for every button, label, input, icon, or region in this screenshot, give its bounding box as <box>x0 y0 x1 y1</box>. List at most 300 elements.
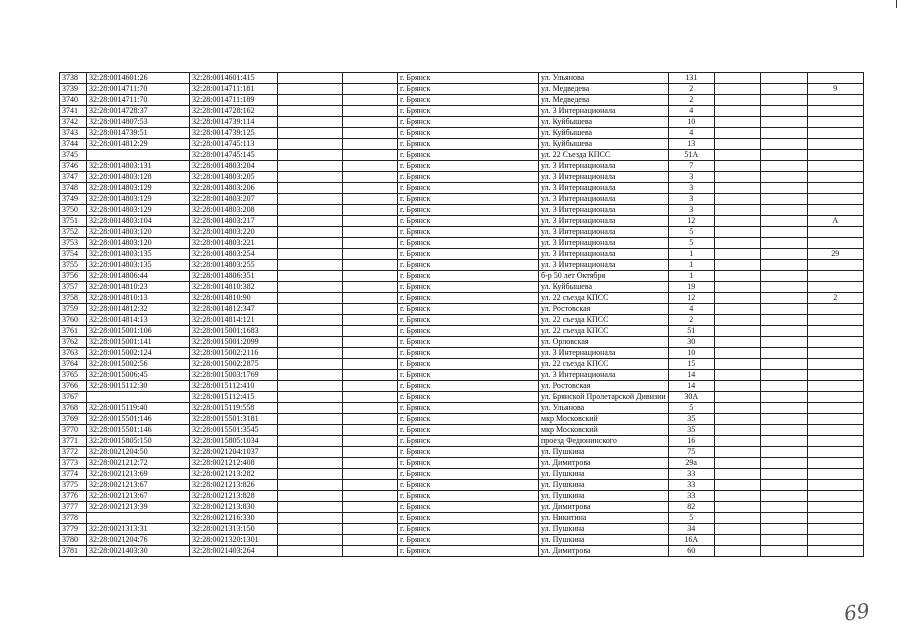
cadastral-number: 32:28:0014803:217 <box>190 216 278 227</box>
row-number: 3743 <box>60 128 87 139</box>
street: ул. 3 Интернационала <box>539 260 669 271</box>
cadastral-number: 32:28:0014745:145 <box>190 150 278 161</box>
row-number: 3757 <box>60 282 87 293</box>
cadastral-number: 32:28:0014803:207 <box>190 194 278 205</box>
empty-cell <box>714 172 760 183</box>
empty-cell <box>278 348 343 359</box>
house-number: 10 <box>668 117 714 128</box>
old-cadastral-number: 32:28:0021313:31 <box>87 524 190 535</box>
house-number: 14 <box>668 370 714 381</box>
empty-cell <box>343 260 398 271</box>
extra-number <box>807 491 863 502</box>
extra-number <box>807 513 863 524</box>
empty-cell <box>278 359 343 370</box>
street: ул. Куйбышева <box>539 282 669 293</box>
city: г. Брянск <box>398 271 539 282</box>
cadastral-number: 32:28:0014810:90 <box>190 293 278 304</box>
empty-cell <box>343 414 398 425</box>
row-number: 3756 <box>60 271 87 282</box>
empty-cell <box>714 216 760 227</box>
empty-cell <box>343 238 398 249</box>
old-cadastral-number: 32:28:0015501:146 <box>87 414 190 425</box>
house-number: 34 <box>668 524 714 535</box>
row-number: 3741 <box>60 106 87 117</box>
empty-cell <box>278 293 343 304</box>
old-cadastral-number: 32:28:0021213:39 <box>87 502 190 513</box>
row-number: 3773 <box>60 458 87 469</box>
cadastral-number: 32:28:0014803:205 <box>190 172 278 183</box>
street: ул. Куйбышева <box>539 139 669 150</box>
empty-cell <box>278 183 343 194</box>
cadastral-number: 32:28:0021213:826 <box>190 480 278 491</box>
city: г. Брянск <box>398 128 539 139</box>
empty-cell <box>343 249 398 260</box>
house-number: 29а <box>668 458 714 469</box>
street: ул. Никитина <box>539 513 669 524</box>
old-cadastral-number: 32:28:0021212:72 <box>87 458 190 469</box>
city: г. Брянск <box>398 436 539 447</box>
empty-cell <box>278 524 343 535</box>
cadastral-number: 32:28:0014803:204 <box>190 161 278 172</box>
empty-cell <box>760 315 807 326</box>
extra-number <box>807 403 863 414</box>
cadastral-number: 32:28:0015501:3181 <box>190 414 278 425</box>
empty-cell <box>714 458 760 469</box>
empty-cell <box>714 95 760 106</box>
city: г. Брянск <box>398 150 539 161</box>
empty-cell <box>278 205 343 216</box>
empty-cell <box>760 260 807 271</box>
extra-number <box>807 304 863 315</box>
row-number: 3755 <box>60 260 87 271</box>
row-number: 3750 <box>60 205 87 216</box>
city: г. Брянск <box>398 502 539 513</box>
row-number: 3742 <box>60 117 87 128</box>
house-number: 12 <box>668 216 714 227</box>
cadastral-number: 32:28:0014814:121 <box>190 315 278 326</box>
extra-number <box>807 535 863 546</box>
old-cadastral-number: 32:28:0014806:44 <box>87 271 190 282</box>
extra-number <box>807 128 863 139</box>
empty-cell <box>278 172 343 183</box>
empty-cell <box>278 73 343 84</box>
house-number: 5 <box>668 227 714 238</box>
empty-cell <box>760 524 807 535</box>
extra-number <box>807 161 863 172</box>
city: г. Брянск <box>398 216 539 227</box>
house-number: 33 <box>668 480 714 491</box>
street: ул. 3 Интернационала <box>539 183 669 194</box>
empty-cell <box>714 513 760 524</box>
row-number: 3771 <box>60 436 87 447</box>
street: ул. Ростовская <box>539 381 669 392</box>
old-cadastral-number: 32:28:0021204:76 <box>87 535 190 546</box>
cadastral-number: 32:28:0015501:3545 <box>190 425 278 436</box>
cadastral-number: 32:28:0014711:189 <box>190 95 278 106</box>
empty-cell <box>760 172 807 183</box>
old-cadastral-number: 32:28:0015112:30 <box>87 381 190 392</box>
city: г. Брянск <box>398 161 539 172</box>
extra-number <box>807 392 863 403</box>
extra-number <box>807 359 863 370</box>
empty-cell <box>760 84 807 95</box>
empty-cell <box>343 491 398 502</box>
cadastral-number: 32:28:0015112:410 <box>190 381 278 392</box>
city: г. Брянск <box>398 106 539 117</box>
empty-cell <box>714 524 760 535</box>
empty-cell <box>714 205 760 216</box>
empty-cell <box>714 73 760 84</box>
city: г. Брянск <box>398 95 539 106</box>
street: ул. Медведева <box>539 95 669 106</box>
extra-number <box>807 282 863 293</box>
table-row <box>60 282 864 293</box>
row-number: 3758 <box>60 293 87 304</box>
house-number: 35 <box>668 414 714 425</box>
old-cadastral-number: 32:28:0015805:150 <box>87 436 190 447</box>
street: б-р 50 лет Октября <box>539 271 669 282</box>
cadastral-number: 32:28:0021213:830 <box>190 502 278 513</box>
empty-cell <box>760 106 807 117</box>
empty-cell <box>343 128 398 139</box>
extra-number <box>807 469 863 480</box>
old-cadastral-number: 32:28:0014711:70 <box>87 84 190 95</box>
empty-cell <box>760 216 807 227</box>
city: г. Брянск <box>398 447 539 458</box>
empty-cell <box>760 348 807 359</box>
scan-edge-mark <box>896 0 897 8</box>
city: г. Брянск <box>398 315 539 326</box>
city: г. Брянск <box>398 172 539 183</box>
street: ул. Ростовская <box>539 304 669 315</box>
street: ул. Ульянова <box>539 403 669 414</box>
old-cadastral-number: 32:28:0014803:120 <box>87 227 190 238</box>
house-number: 3 <box>668 183 714 194</box>
street: ул. 3 Интернационала <box>539 370 669 381</box>
row-number: 3746 <box>60 161 87 172</box>
street: ул. Пушкина <box>539 524 669 535</box>
table-row <box>60 381 864 392</box>
table-row <box>60 535 864 546</box>
empty-cell <box>714 150 760 161</box>
street: ул. 3 Интернационала <box>539 194 669 205</box>
row-number: 3764 <box>60 359 87 370</box>
empty-cell <box>760 447 807 458</box>
extra-number <box>807 381 863 392</box>
street: ул. 3 Интернационала <box>539 205 669 216</box>
empty-cell <box>760 392 807 403</box>
city: г. Брянск <box>398 458 539 469</box>
extra-number: 2 <box>807 293 863 304</box>
extra-number <box>807 315 863 326</box>
row-number: 3759 <box>60 304 87 315</box>
empty-cell <box>343 535 398 546</box>
empty-cell <box>714 238 760 249</box>
row-number: 3760 <box>60 315 87 326</box>
empty-cell <box>760 128 807 139</box>
empty-cell <box>714 260 760 271</box>
old-cadastral-number: 32:28:0021403:30 <box>87 546 190 557</box>
empty-cell <box>760 194 807 205</box>
empty-cell <box>343 458 398 469</box>
street: ул. 22 съезда КПСС <box>539 326 669 337</box>
street: ул. 22 съезда КПСС <box>539 315 669 326</box>
extra-number: А <box>807 216 863 227</box>
empty-cell <box>278 337 343 348</box>
cadastral-number: 32:28:0021213:828 <box>190 491 278 502</box>
empty-cell <box>714 469 760 480</box>
city: г. Брянск <box>398 359 539 370</box>
empty-cell <box>760 480 807 491</box>
empty-cell <box>714 359 760 370</box>
house-number: 35 <box>668 425 714 436</box>
empty-cell <box>714 183 760 194</box>
city: г. Брянск <box>398 469 539 480</box>
empty-cell <box>278 194 343 205</box>
city: г. Брянск <box>398 194 539 205</box>
row-number: 3754 <box>60 249 87 260</box>
row-number: 3749 <box>60 194 87 205</box>
row-number: 3777 <box>60 502 87 513</box>
empty-cell <box>714 128 760 139</box>
street: проезд Федюнинского <box>539 436 669 447</box>
row-number: 3765 <box>60 370 87 381</box>
house-number: 2 <box>668 315 714 326</box>
register-table <box>59 72 864 557</box>
extra-number: 29 <box>807 249 863 260</box>
extra-number <box>807 227 863 238</box>
house-number: 131 <box>668 73 714 84</box>
empty-cell <box>760 425 807 436</box>
extra-number <box>807 260 863 271</box>
house-number: 51 <box>668 326 714 337</box>
row-number: 3767 <box>60 392 87 403</box>
empty-cell <box>278 315 343 326</box>
empty-cell <box>278 326 343 337</box>
old-cadastral-number <box>87 392 190 403</box>
house-number: 10 <box>668 348 714 359</box>
empty-cell <box>278 238 343 249</box>
empty-cell <box>760 381 807 392</box>
empty-cell <box>714 392 760 403</box>
street: ул. Пушкина <box>539 535 669 546</box>
old-cadastral-number: 32:28:0015002:56 <box>87 359 190 370</box>
city: г. Брянск <box>398 227 539 238</box>
empty-cell <box>278 370 343 381</box>
row-number: 3778 <box>60 513 87 524</box>
house-number: 33 <box>668 491 714 502</box>
empty-cell <box>714 304 760 315</box>
cadastral-number: 32:28:0014803:254 <box>190 249 278 260</box>
empty-cell <box>343 73 398 84</box>
empty-cell <box>278 381 343 392</box>
empty-cell <box>278 128 343 139</box>
table-row <box>60 183 864 194</box>
table-row <box>60 392 864 403</box>
street: ул. 22 Съезда КПСС <box>539 150 669 161</box>
table-row <box>60 370 864 381</box>
city: г. Брянск <box>398 370 539 381</box>
cadastral-number: 32:28:0015002:2116 <box>190 348 278 359</box>
old-cadastral-number: 32:28:0015002:124 <box>87 348 190 359</box>
empty-cell <box>714 315 760 326</box>
empty-cell <box>760 249 807 260</box>
house-number: 19 <box>668 282 714 293</box>
city: г. Брянск <box>398 414 539 425</box>
city: г. Брянск <box>398 491 539 502</box>
old-cadastral-number: 32:28:0014601:26 <box>87 73 190 84</box>
old-cadastral-number: 32:28:0014803:131 <box>87 161 190 172</box>
table-row <box>60 425 864 436</box>
city: г. Брянск <box>398 348 539 359</box>
house-number: 16 <box>668 436 714 447</box>
row-number: 3753 <box>60 238 87 249</box>
extra-number <box>807 183 863 194</box>
table-row <box>60 293 864 304</box>
row-number: 3779 <box>60 524 87 535</box>
empty-cell <box>343 293 398 304</box>
cadastral-number: 32:28:0021216:330 <box>190 513 278 524</box>
empty-cell <box>714 535 760 546</box>
empty-cell <box>714 227 760 238</box>
old-cadastral-number: 32:28:0014728:37 <box>87 106 190 117</box>
old-cadastral-number <box>87 513 190 524</box>
house-number: 51А <box>668 150 714 161</box>
table-row <box>60 414 864 425</box>
extra-number <box>807 139 863 150</box>
city: г. Брянск <box>398 524 539 535</box>
extra-number <box>807 447 863 458</box>
cadastral-number: 32:28:0014739:125 <box>190 128 278 139</box>
empty-cell <box>760 282 807 293</box>
empty-cell <box>278 84 343 95</box>
empty-cell <box>343 205 398 216</box>
old-cadastral-number: 32:28:0015001:106 <box>87 326 190 337</box>
table-row <box>60 172 864 183</box>
cadastral-number: 32:28:0021212:408 <box>190 458 278 469</box>
cadastral-number: 32:28:0015001:1683 <box>190 326 278 337</box>
city: г. Брянск <box>398 326 539 337</box>
empty-cell <box>760 458 807 469</box>
street: ул. 3 Интернационала <box>539 227 669 238</box>
cadastral-number: 32:28:0014739:114 <box>190 117 278 128</box>
row-number: 3740 <box>60 95 87 106</box>
row-number: 3747 <box>60 172 87 183</box>
old-cadastral-number: 32:28:0014803:104 <box>87 216 190 227</box>
table-row <box>60 73 864 84</box>
extra-number <box>807 326 863 337</box>
city: г. Брянск <box>398 282 539 293</box>
old-cadastral-number: 32:28:0015501:146 <box>87 425 190 436</box>
extra-number <box>807 425 863 436</box>
street: ул. 3 Интернационала <box>539 238 669 249</box>
empty-cell <box>343 139 398 150</box>
extra-number <box>807 480 863 491</box>
empty-cell <box>760 546 807 557</box>
street: ул. 3 Интернационала <box>539 172 669 183</box>
empty-cell <box>278 502 343 513</box>
empty-cell <box>278 95 343 106</box>
table-row <box>60 502 864 513</box>
empty-cell <box>343 381 398 392</box>
empty-cell <box>760 73 807 84</box>
street: ул. Пушкина <box>539 491 669 502</box>
empty-cell <box>714 337 760 348</box>
cadastral-number: 32:28:0014812:347 <box>190 304 278 315</box>
table-row <box>60 304 864 315</box>
table-row <box>60 436 864 447</box>
empty-cell <box>343 117 398 128</box>
old-cadastral-number: 32:28:0014803:129 <box>87 205 190 216</box>
house-number: 15 <box>668 359 714 370</box>
table-row <box>60 95 864 106</box>
old-cadastral-number: 32:28:0021213:67 <box>87 491 190 502</box>
cadastral-number: 32:28:0015001:2099 <box>190 337 278 348</box>
street: ул. Пушкина <box>539 480 669 491</box>
row-number: 3774 <box>60 469 87 480</box>
extra-number <box>807 502 863 513</box>
extra-number <box>807 546 863 557</box>
empty-cell <box>760 271 807 282</box>
table-row <box>60 249 864 260</box>
street: мкр Московский <box>539 414 669 425</box>
empty-cell <box>278 227 343 238</box>
table-row <box>60 337 864 348</box>
old-cadastral-number: 32:28:0014810:23 <box>87 282 190 293</box>
empty-cell <box>278 216 343 227</box>
extra-number <box>807 150 863 161</box>
empty-cell <box>714 249 760 260</box>
table-row <box>60 513 864 524</box>
table-row <box>60 139 864 150</box>
empty-cell <box>714 480 760 491</box>
city: г. Брянск <box>398 249 539 260</box>
row-number: 3769 <box>60 414 87 425</box>
old-cadastral-number: 32:28:0014803:129 <box>87 194 190 205</box>
old-cadastral-number: 32:28:0014812:29 <box>87 139 190 150</box>
empty-cell <box>714 425 760 436</box>
cadastral-number: 32:28:0021313:150 <box>190 524 278 535</box>
empty-cell <box>278 469 343 480</box>
house-number: 2 <box>668 84 714 95</box>
empty-cell <box>343 106 398 117</box>
empty-cell <box>343 348 398 359</box>
extra-number <box>807 117 863 128</box>
empty-cell <box>760 139 807 150</box>
table-row <box>60 194 864 205</box>
empty-cell <box>343 282 398 293</box>
table-row <box>60 260 864 271</box>
house-number: 13 <box>668 139 714 150</box>
house-number: 75 <box>668 447 714 458</box>
empty-cell <box>343 84 398 95</box>
table-row <box>60 447 864 458</box>
empty-cell <box>760 205 807 216</box>
city: г. Брянск <box>398 480 539 491</box>
row-number: 3744 <box>60 139 87 150</box>
empty-cell <box>278 513 343 524</box>
register-rows <box>60 73 864 557</box>
row-number: 3775 <box>60 480 87 491</box>
empty-cell <box>760 436 807 447</box>
street: ул. Димитрова <box>539 502 669 513</box>
empty-cell <box>278 392 343 403</box>
empty-cell <box>343 469 398 480</box>
handwritten-page-number: 69 <box>842 598 871 626</box>
city: г. Брянск <box>398 337 539 348</box>
empty-cell <box>714 106 760 117</box>
empty-cell <box>343 447 398 458</box>
